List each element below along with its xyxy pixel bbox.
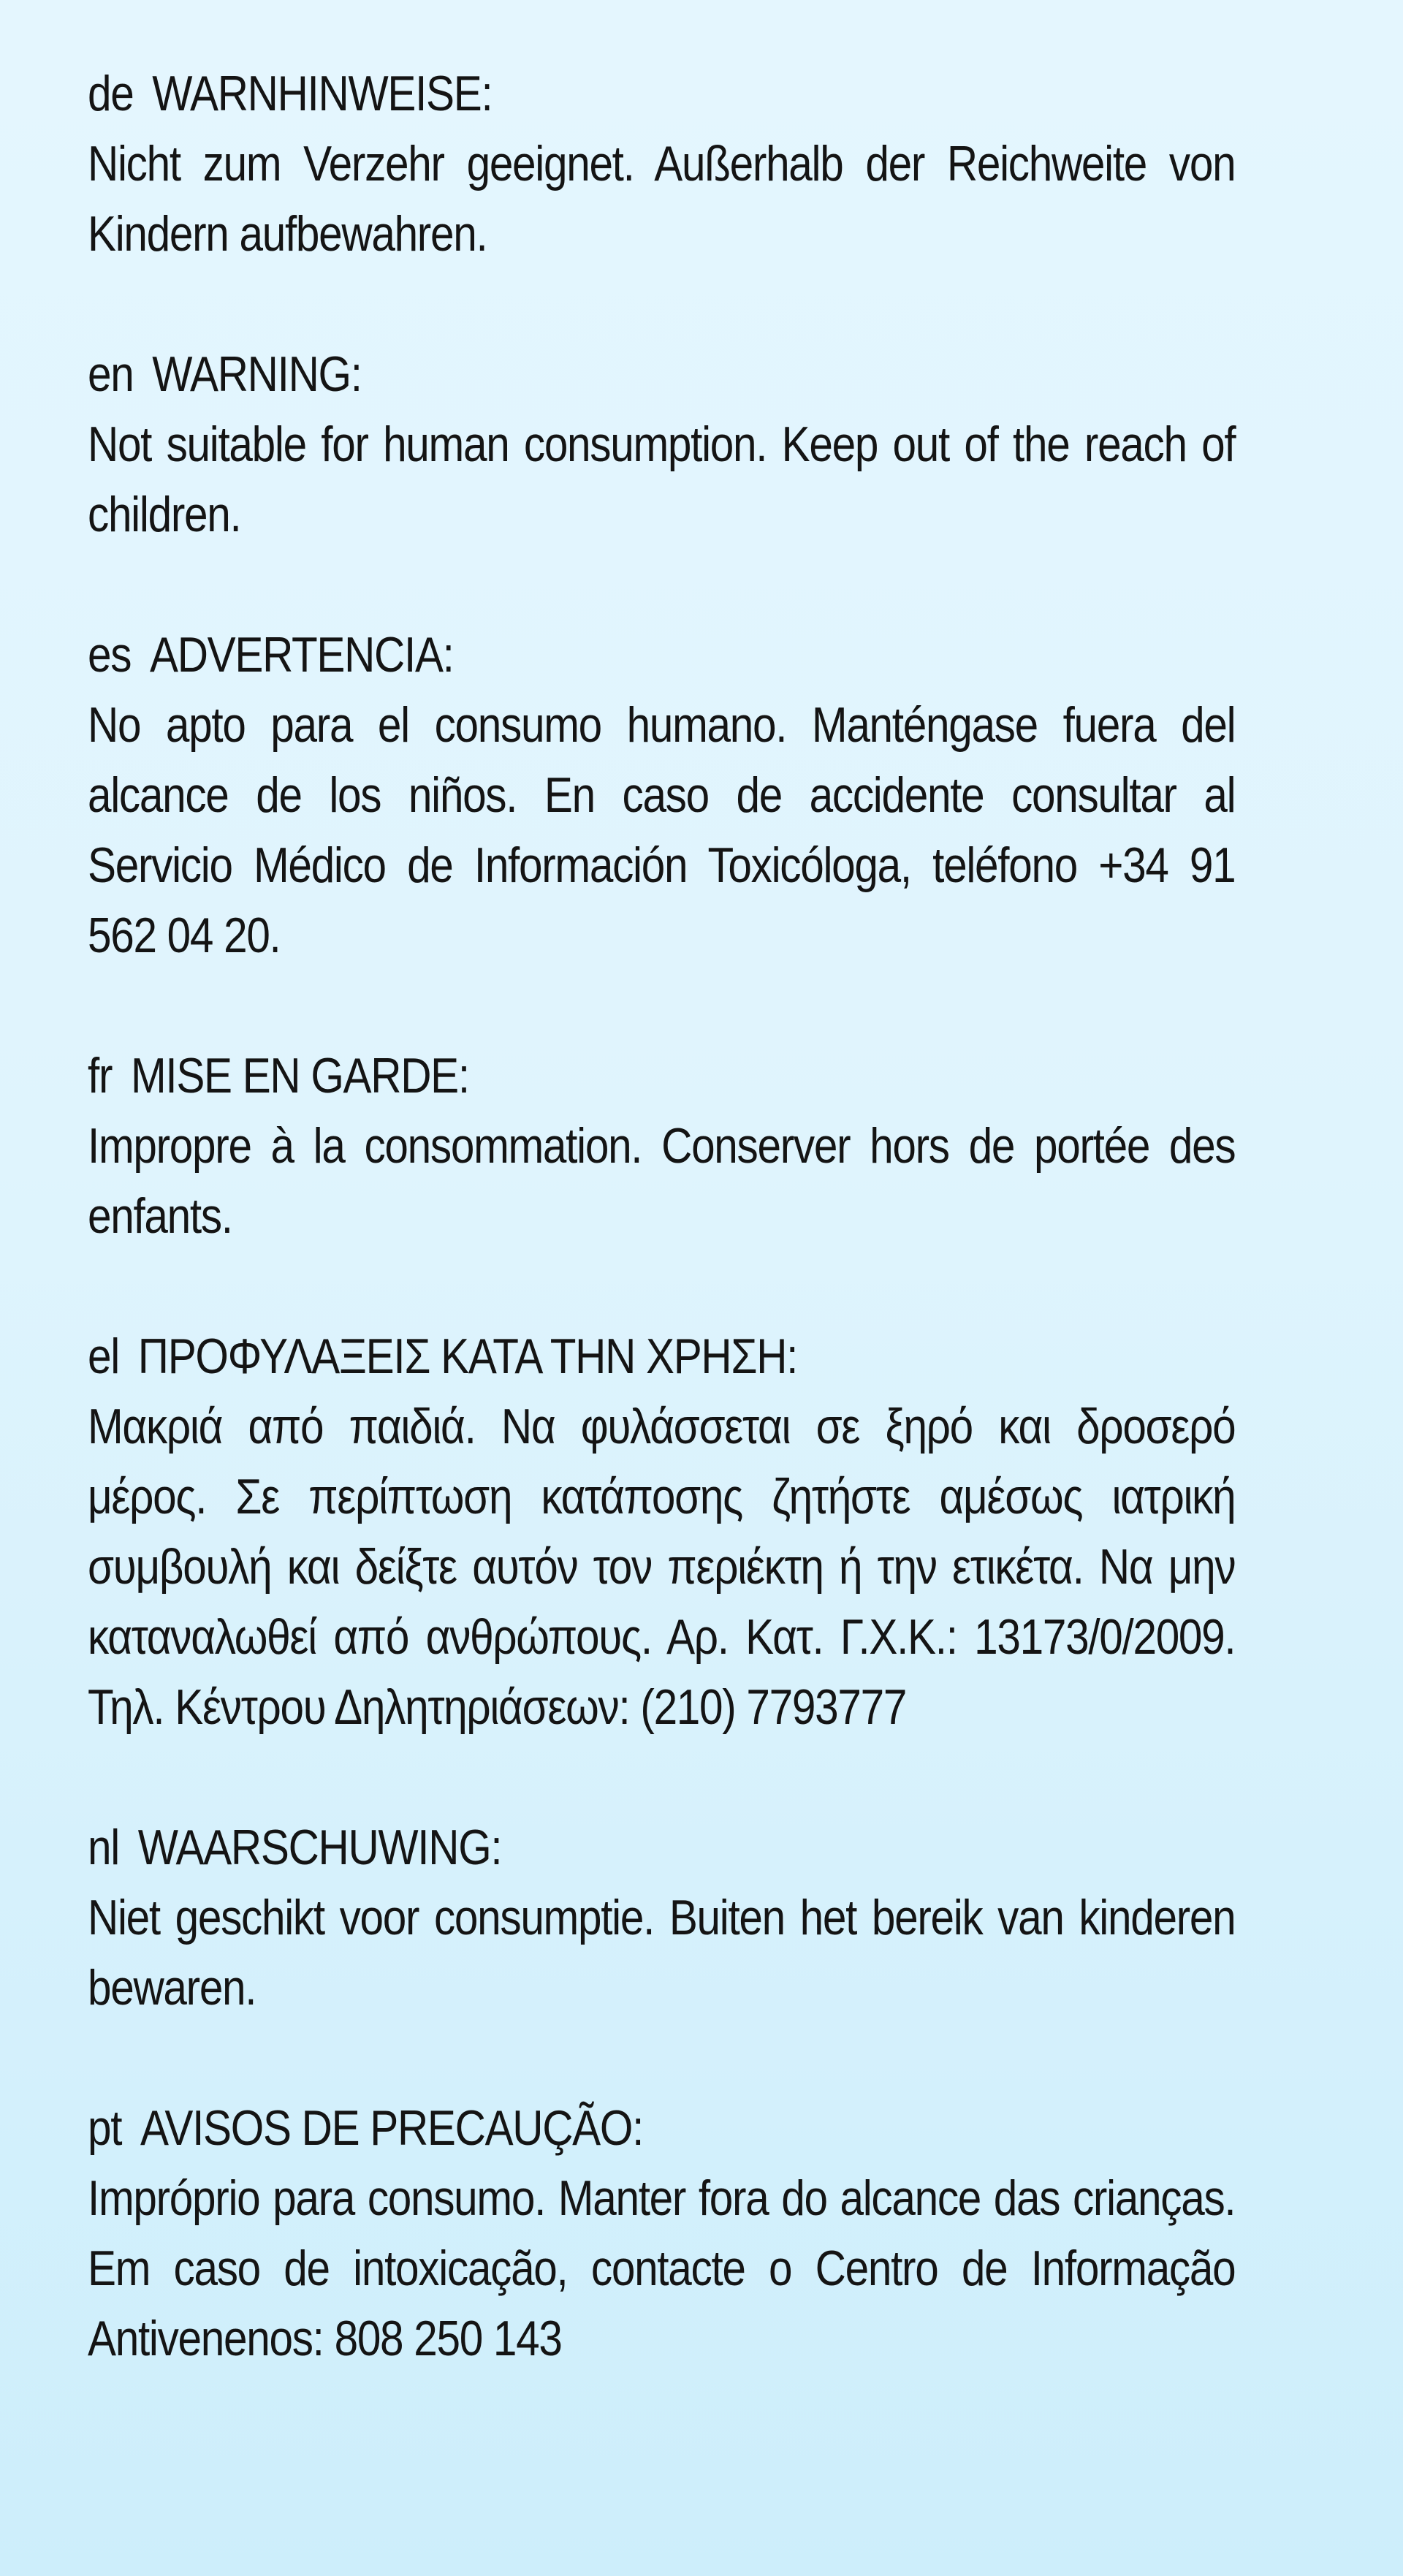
language-code: de [88,66,134,121]
warning-section-nl [88,1812,1235,2023]
language-code: en [88,346,134,402]
warning-section-fr [88,1041,1235,1251]
section-heading [88,1041,1235,1111]
section-title: MISE EN GARDE: [130,1048,469,1103]
language-code: es [88,627,132,683]
section-heading [88,58,1235,129]
warning-section-es [88,620,1235,970]
section-heading [88,339,1235,409]
section-text: Impróprio para consumo. Manter fora do alcance das crianças. Em caso de intoxicação, contacte o Centro de Informação Antivenenos: 808 250 143 [88,2170,1236,2366]
section-title: WAARSCHUWING: [137,1820,502,1875]
warning-section-pt [88,2093,1235,2374]
section-text: Impropre à la consommation. Conserver hors de portée des enfants. [88,1118,1236,1244]
section-text: Nicht zum Verzehr geeignet. Außerhalb der Reichweite von Kindern aufbewahren. [88,136,1236,262]
section-title: ADVERTENCIA: [149,627,454,683]
warning-section-en [88,339,1235,550]
warning-section-de [88,58,1235,269]
language-code: pt [88,2100,122,2156]
language-code: el [88,1329,119,1384]
warning-section-el [88,1321,1235,1742]
section-title: WARNHINWEISE: [152,66,493,121]
section-text: Niet geschikt voor consumptie. Buiten het bereik van kinderen bewaren. [88,1890,1236,2015]
section-text: No apto para el consumo humano. Manténgase fuera del alcance de los niños. En caso de accidente consultar al Servicio Médico de Información Toxicóloga, teléfono +34 91 562 04 20. [88,697,1236,963]
section-title: WARNING: [152,346,362,402]
section-heading [88,620,1235,690]
section-text: Μακριά από παιδιά. Να φυλάσσεται σε ξηρό και δροσερό μέρος. Σε περίπτωση κατάποσης ζητήστε αμέσως ιατρική συμβουλή και δείξτε αυτόν τον περιέκτη ή την ετικέτα. Να μην καταναλωθεί από ανθρώπους. Αρ. Κατ. Γ.Χ.Κ.: 13173/0/2009. Τηλ. Κέντρου Δηλητηριάσεων: (210) 7793777 [88,1399,1236,1735]
section-heading [88,1812,1235,1882]
section-text: Not suitable for human consumption. Keep out of the reach of children. [88,417,1236,542]
section-title: ΠΡΟΦΥΛΑΞΕΙΣ ΚΑΤΑ ΤΗΝ ΧΡΗΣΗ: [137,1329,798,1384]
language-code: fr [88,1048,113,1103]
language-code: nl [88,1820,119,1875]
section-heading [88,1321,1235,1391]
section-title: AVISOS DE PRECAUÇÃO: [140,2100,644,2156]
section-heading [88,2093,1235,2163]
